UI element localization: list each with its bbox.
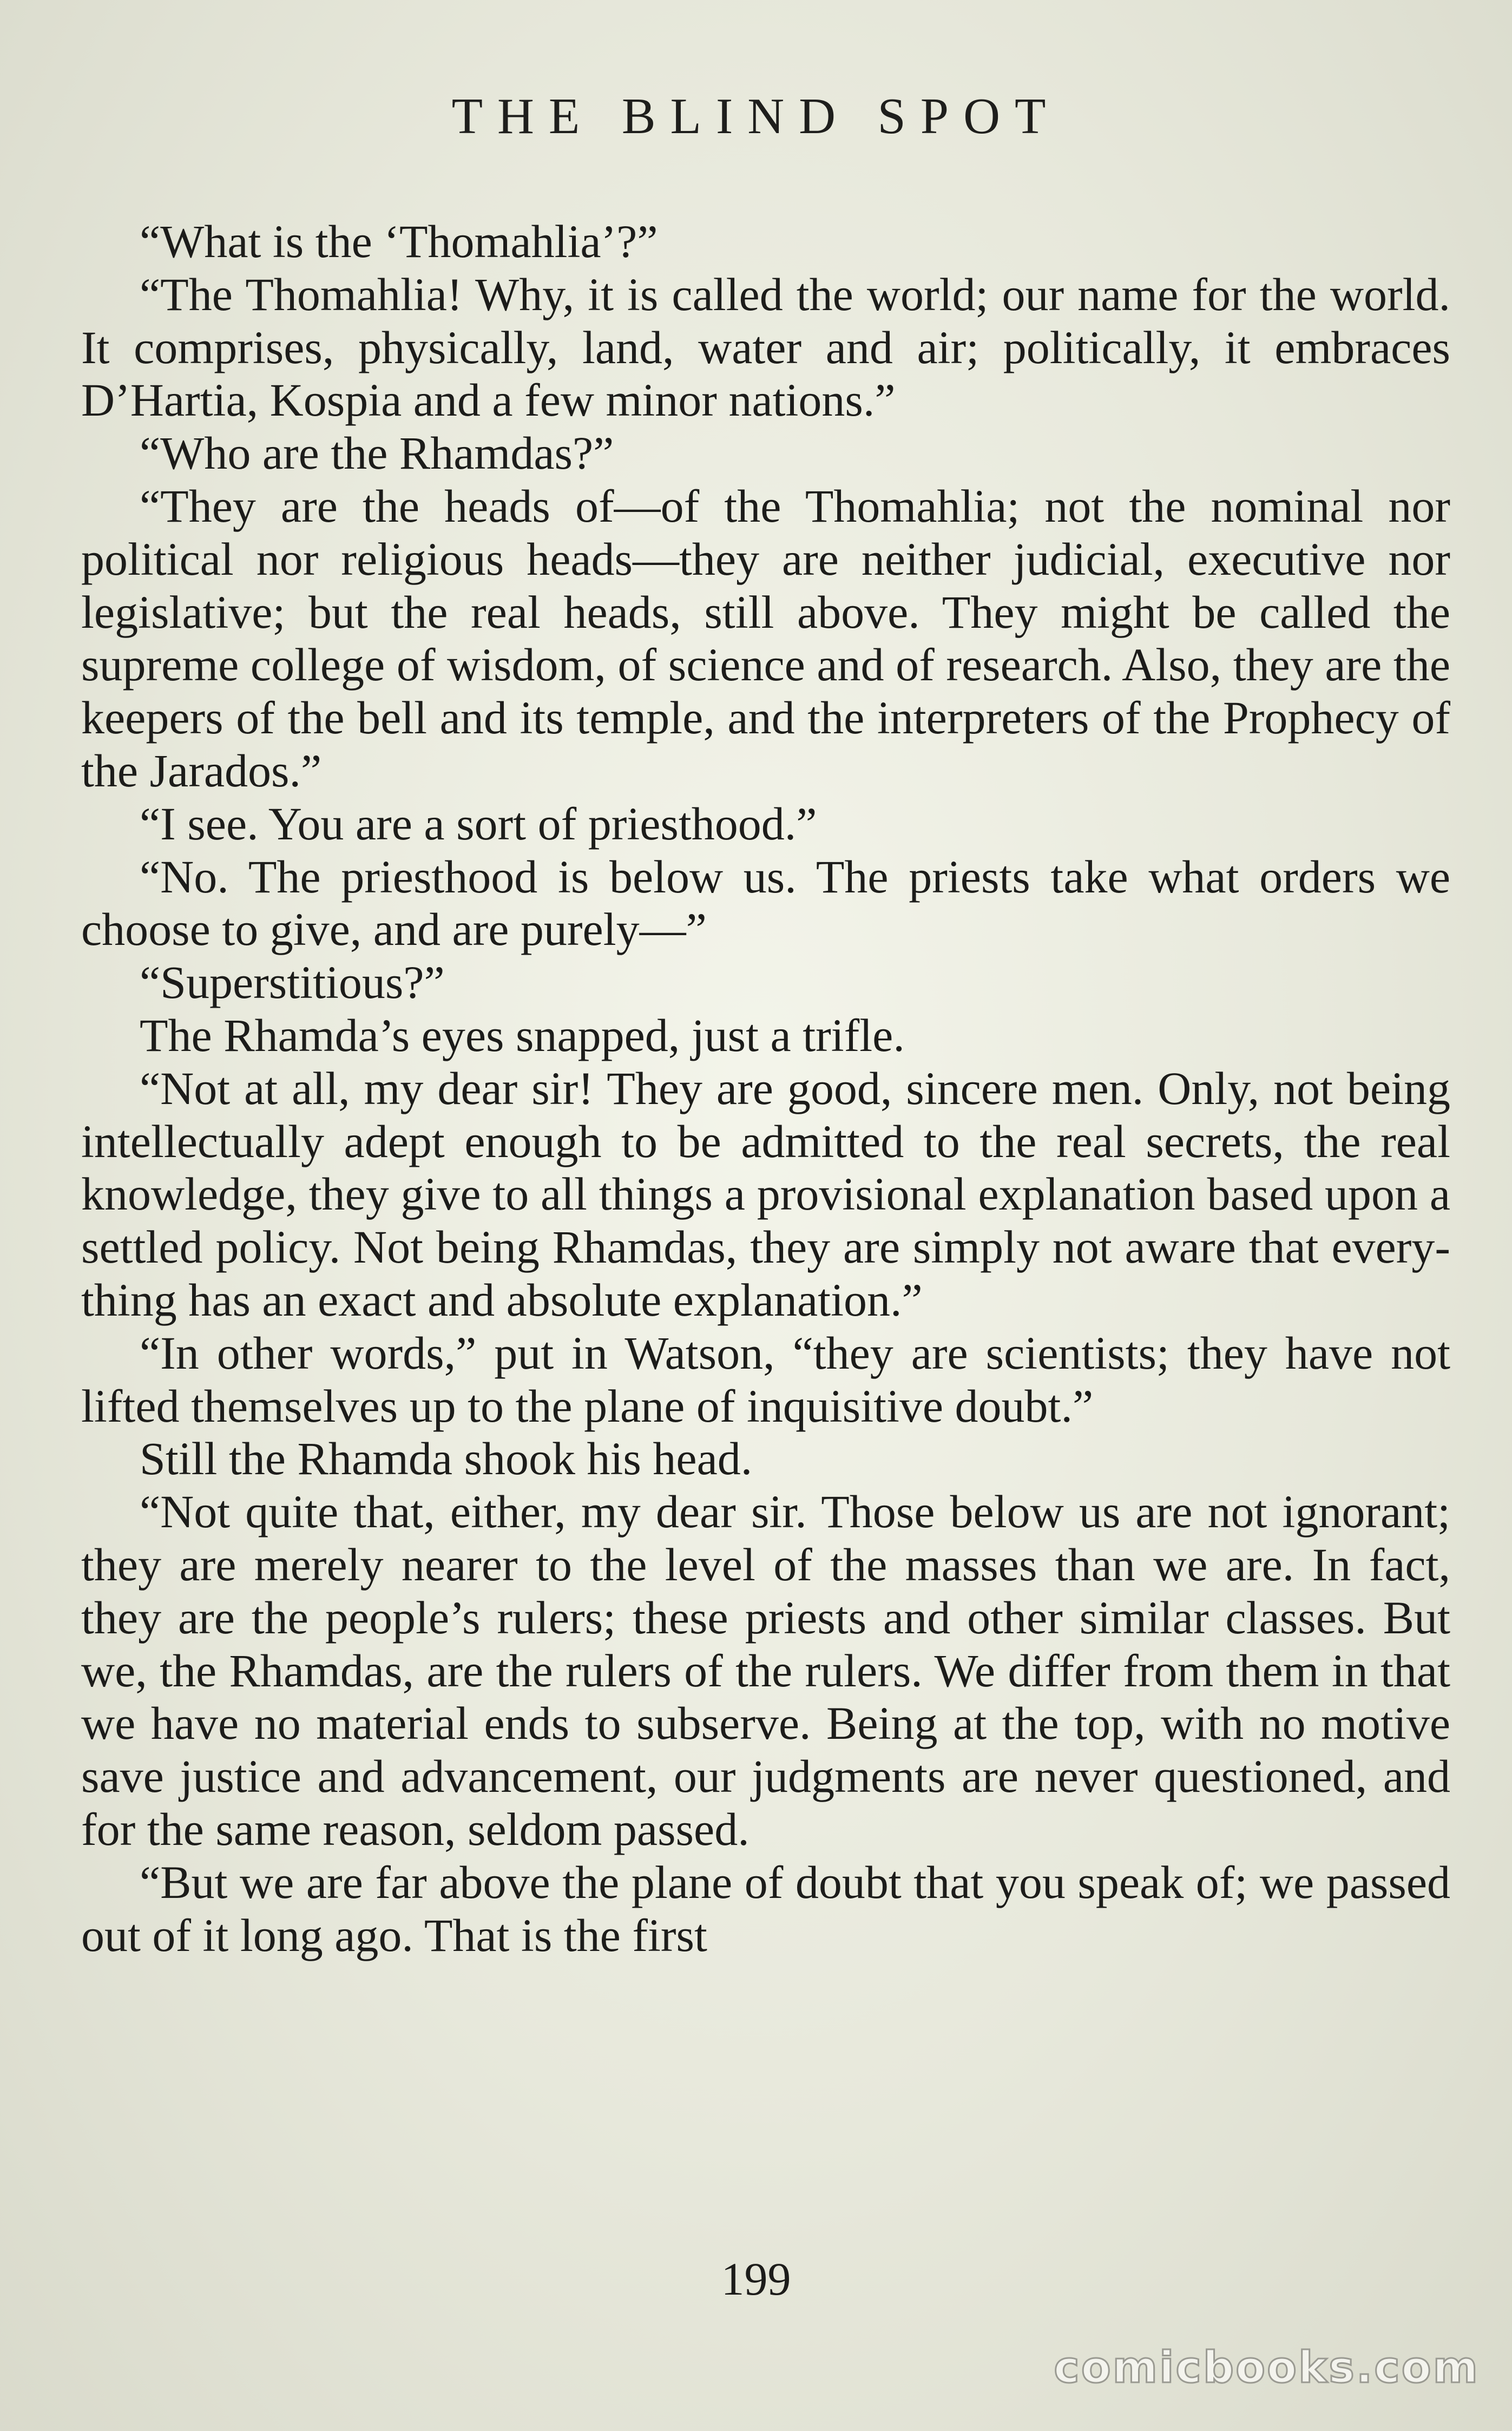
paragraph: “They are the heads of—of the Thomahlia; not the nominal nor political nor religious heads—they are neither judicial, executive nor legislative; but the real heads, still above. They might be called the supreme college of wisdom, of science and of research. Also, they are the keepers of the bell and its temple, and the interpreters of the Prophecy of the Jarados.” [81,479,1450,797]
paragraph: “Not quite that, either, my dear sir. Those below us are not ignorant; they are merely nearer to the level of the masses than we are. In fact, they are the people’s rulers; these priests and other similar classes. But we, the Rhamdas, are the rulers of the rulers. We differ from them in that we have no material ends to subserve. Being at the top, with no motive save justice and advancement, our judgments are never questioned, and for the same reason, seldom passed. [81,1486,1450,1855]
paragraph: “No. The priesthood is below us. The priests take what orders we choose to give, and are purely—” [81,850,1450,956]
body-text [81,215,1450,1962]
paragraph: The Rhamda’s eyes snapped, just a trifle. [140,1009,905,1061]
paragraph: “In other words,” put in Watson, “they are scientists; they have not lifted themselves up to the plane of inquisitive doubt.” [81,1326,1450,1432]
paragraph: “Not at all, my dear sir! They are good, sincere men. Only, not being intellectually adept enough to be admitted to the real secrets, the real knowledge, they give to all things a provisional explanation based upon a settled policy. Not being Rhamdas, they are simply not aware that every-thing has an exact and absolute explanation.” [81,1062,1450,1326]
page-number: 199 [721,2253,791,2305]
paragraph: “The Thomahlia! Why, it is called the world; our name for the world. It comprises, physically, land, water and air; politically, it embraces D’Hartia, Kospia and a few minor nations.” [81,268,1450,426]
paragraph: “Who are the Rhamdas?” [140,427,614,479]
running-head: THE BLIND SPOT [451,88,1061,144]
paragraph: “Superstitious?” [140,956,445,1009]
paragraph: Still the Rhamda shook his head. [140,1433,753,1485]
paragraph: “But we are far above the plane of doubt that you speak of; we passed out of it long ago. That is the first [81,1856,1450,1961]
paragraph: “What is the ‘Thomahlia’?” [140,215,658,267]
watermark: comicbooks.com [1054,2342,1480,2393]
paragraph: “I see. You are a sort of priesthood.” [140,797,817,850]
